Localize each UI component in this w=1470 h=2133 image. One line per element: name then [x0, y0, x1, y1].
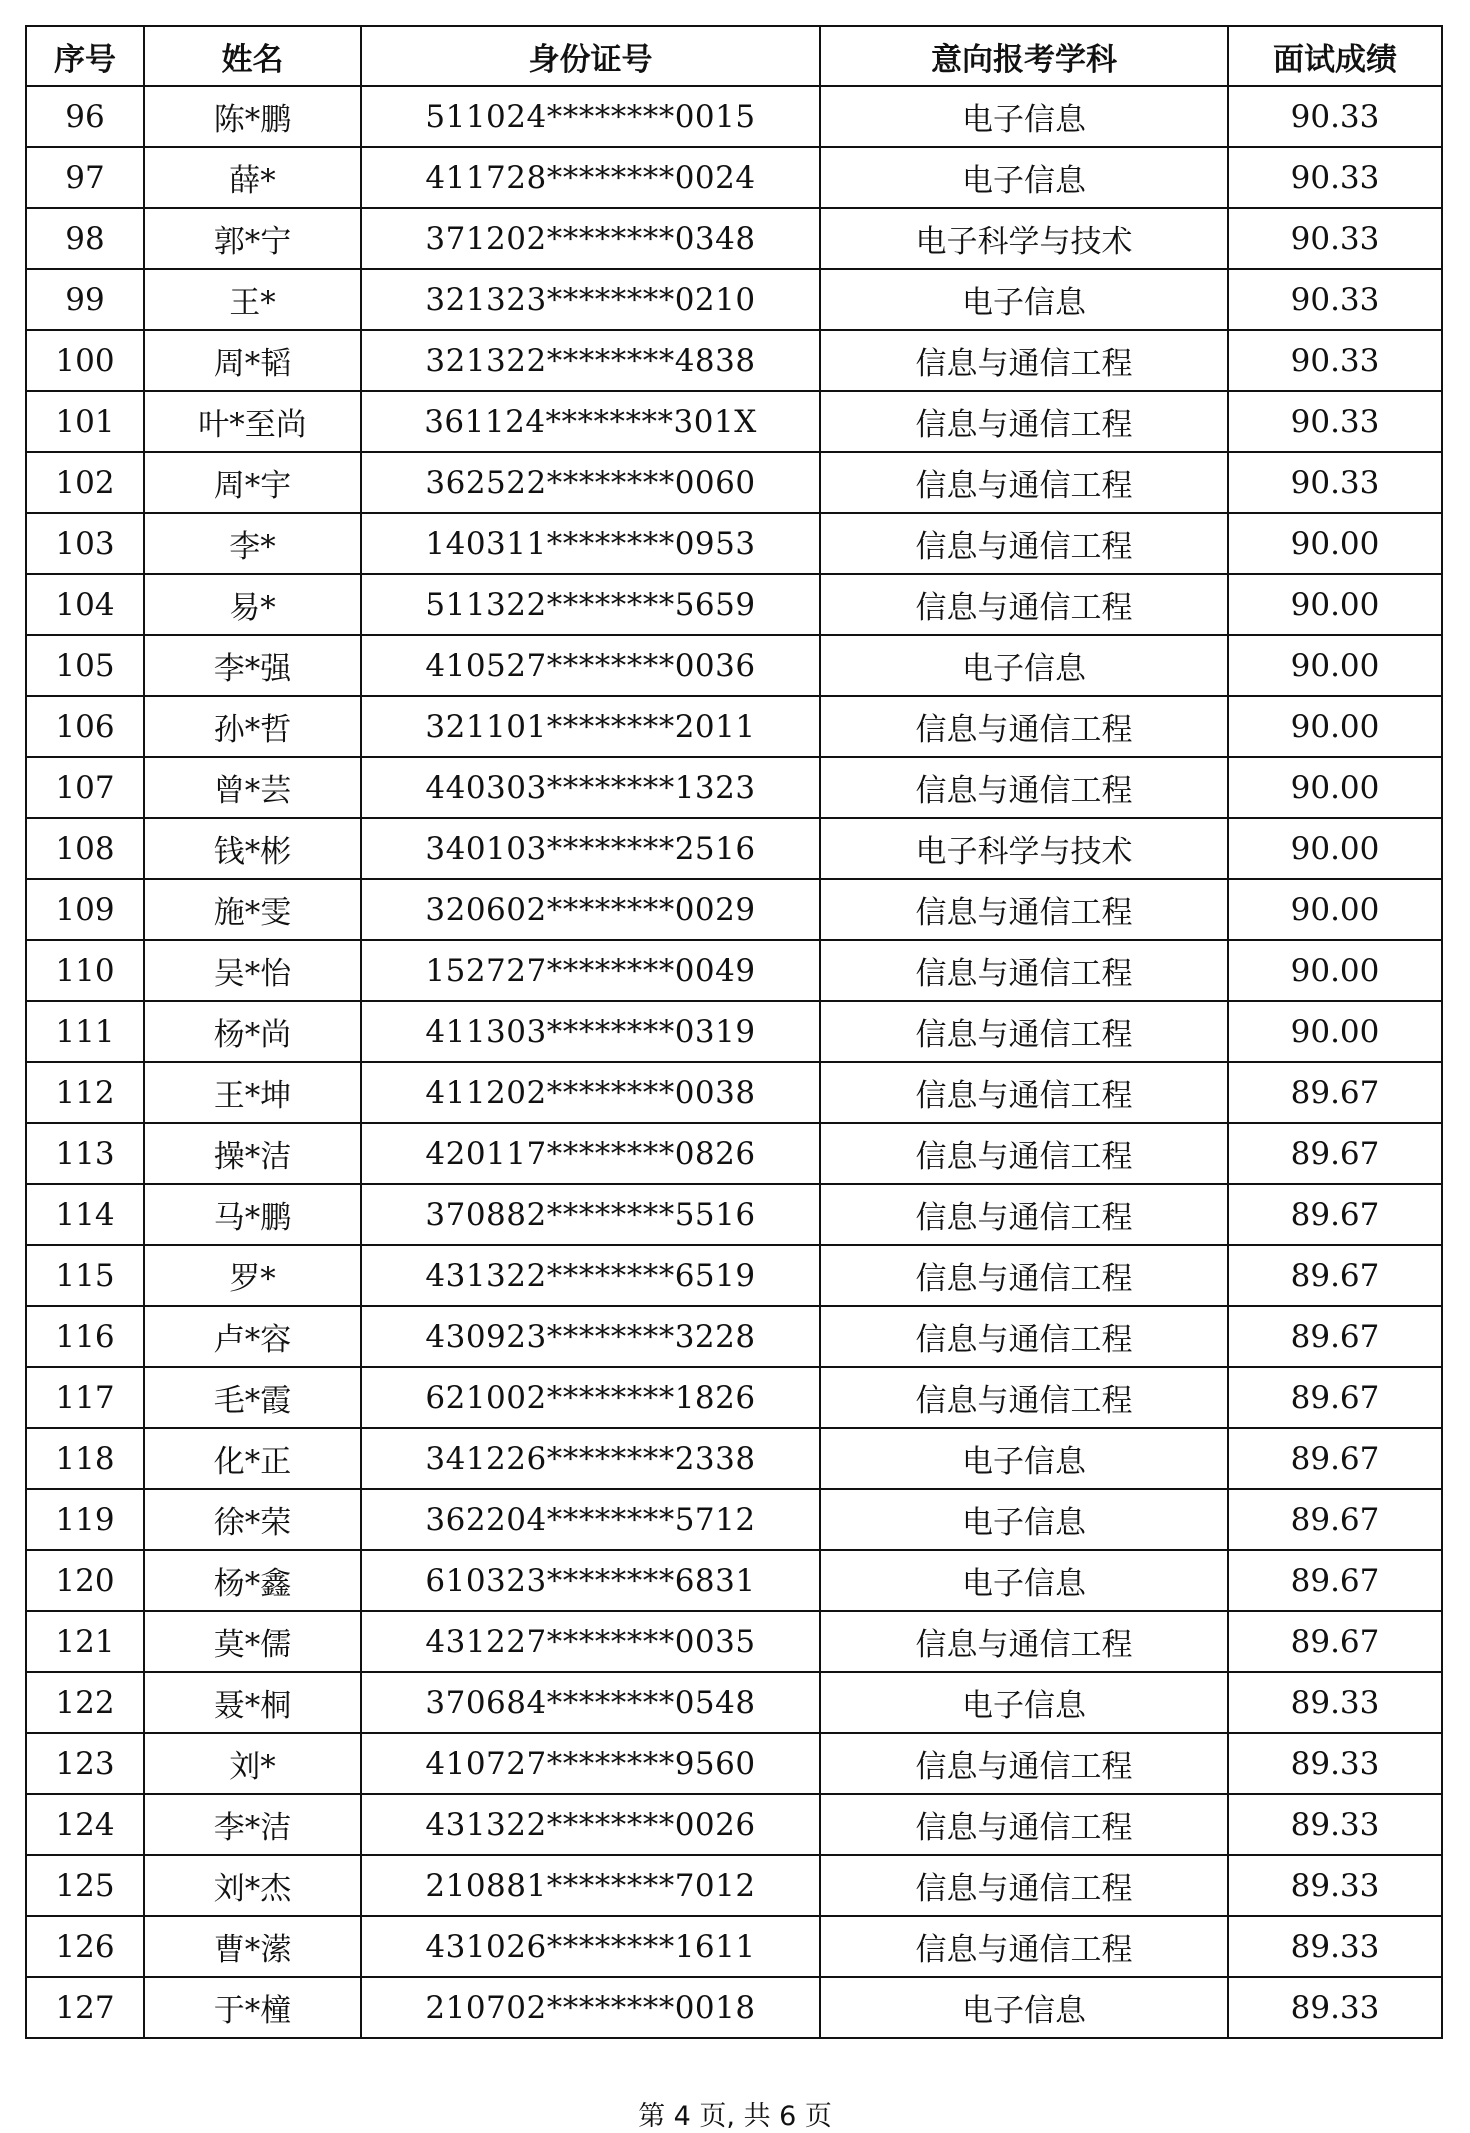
cell-subject: 电子信息 [820, 1489, 1228, 1550]
table-row [26, 1245, 1442, 1306]
cell-subject: 信息与通信工程 [820, 1367, 1228, 1428]
cell-name: 施*雯 [144, 879, 361, 940]
cell-subject: 电子信息 [820, 147, 1228, 208]
header-name: 姓名 [144, 26, 361, 86]
cell-subject: 信息与通信工程 [820, 1062, 1228, 1123]
table-row [26, 1550, 1442, 1611]
cell-seq: 102 [26, 452, 144, 513]
cell-id-number: 340103********2516 [361, 818, 820, 879]
cell-id-number: 411303********0319 [361, 1001, 820, 1062]
cell-seq: 111 [26, 1001, 144, 1062]
cell-name: 罗* [144, 1245, 361, 1306]
cell-id-number: 440303********1323 [361, 757, 820, 818]
table-row [26, 1001, 1442, 1062]
table-row [26, 940, 1442, 1001]
cell-id-number: 431322********6519 [361, 1245, 820, 1306]
cell-subject: 信息与通信工程 [820, 1306, 1228, 1367]
cell-name: 曹*潆 [144, 1916, 361, 1977]
cell-id-number: 431322********0026 [361, 1794, 820, 1855]
cell-score: 90.33 [1228, 330, 1442, 391]
cell-seq: 99 [26, 269, 144, 330]
cell-name: 李*强 [144, 635, 361, 696]
cell-id-number: 370684********0548 [361, 1672, 820, 1733]
table-row [26, 513, 1442, 574]
cell-seq: 117 [26, 1367, 144, 1428]
cell-score: 89.67 [1228, 1062, 1442, 1123]
table-row [26, 208, 1442, 269]
cell-seq: 120 [26, 1550, 144, 1611]
cell-seq: 104 [26, 574, 144, 635]
cell-subject: 电子信息 [820, 1672, 1228, 1733]
cell-seq: 115 [26, 1245, 144, 1306]
header-subject: 意向报考学科 [820, 26, 1228, 86]
cell-name: 刘*杰 [144, 1855, 361, 1916]
table-row [26, 1916, 1442, 1977]
cell-subject: 信息与通信工程 [820, 757, 1228, 818]
cell-name: 毛*霞 [144, 1367, 361, 1428]
cell-score: 90.00 [1228, 879, 1442, 940]
cell-name: 王*坤 [144, 1062, 361, 1123]
table-row [26, 1672, 1442, 1733]
table-row [26, 330, 1442, 391]
cell-seq: 110 [26, 940, 144, 1001]
cell-score: 90.00 [1228, 757, 1442, 818]
cell-name: 吴*怡 [144, 940, 361, 1001]
cell-subject: 信息与通信工程 [820, 1184, 1228, 1245]
cell-seq: 116 [26, 1306, 144, 1367]
table-row [26, 1306, 1442, 1367]
cell-id-number: 210881********7012 [361, 1855, 820, 1916]
cell-subject: 信息与通信工程 [820, 1855, 1228, 1916]
cell-seq: 122 [26, 1672, 144, 1733]
table-row [26, 1855, 1442, 1916]
cell-subject: 信息与通信工程 [820, 391, 1228, 452]
cell-subject: 电子信息 [820, 1550, 1228, 1611]
cell-subject: 信息与通信工程 [820, 879, 1228, 940]
cell-subject: 信息与通信工程 [820, 1794, 1228, 1855]
cell-id-number: 362204********5712 [361, 1489, 820, 1550]
cell-name: 马*鹏 [144, 1184, 361, 1245]
cell-id-number: 411202********0038 [361, 1062, 820, 1123]
cell-id-number: 370882********5516 [361, 1184, 820, 1245]
table-row [26, 879, 1442, 940]
cell-score: 89.33 [1228, 1672, 1442, 1733]
table-row [26, 391, 1442, 452]
cell-score: 89.33 [1228, 1977, 1442, 2038]
cell-seq: 100 [26, 330, 144, 391]
table-row [26, 696, 1442, 757]
cell-id-number: 140311********0953 [361, 513, 820, 574]
cell-score: 89.67 [1228, 1123, 1442, 1184]
cell-subject: 信息与通信工程 [820, 513, 1228, 574]
cell-score: 89.67 [1228, 1306, 1442, 1367]
cell-id-number: 610323********6831 [361, 1550, 820, 1611]
table-row [26, 1977, 1442, 2038]
cell-subject: 电子信息 [820, 269, 1228, 330]
cell-score: 90.33 [1228, 208, 1442, 269]
cell-name: 杨*尚 [144, 1001, 361, 1062]
cell-score: 90.33 [1228, 269, 1442, 330]
header-seq: 序号 [26, 26, 144, 86]
table-row [26, 1123, 1442, 1184]
cell-name: 操*洁 [144, 1123, 361, 1184]
cell-id-number: 431227********0035 [361, 1611, 820, 1672]
cell-name: 王* [144, 269, 361, 330]
cell-id-number: 152727********0049 [361, 940, 820, 1001]
table-row [26, 757, 1442, 818]
cell-seq: 103 [26, 513, 144, 574]
cell-subject: 信息与通信工程 [820, 1611, 1228, 1672]
cell-seq: 118 [26, 1428, 144, 1489]
table-row [26, 452, 1442, 513]
cell-score: 89.67 [1228, 1367, 1442, 1428]
cell-seq: 96 [26, 86, 144, 147]
table-row [26, 269, 1442, 330]
table-row [26, 574, 1442, 635]
cell-subject: 电子信息 [820, 86, 1228, 147]
cell-subject: 信息与通信工程 [820, 1916, 1228, 1977]
cell-score: 89.33 [1228, 1733, 1442, 1794]
cell-id-number: 210702********0018 [361, 1977, 820, 2038]
cell-subject: 信息与通信工程 [820, 1245, 1228, 1306]
cell-score: 90.00 [1228, 513, 1442, 574]
cell-score: 90.00 [1228, 635, 1442, 696]
cell-seq: 124 [26, 1794, 144, 1855]
cell-id-number: 321323********0210 [361, 269, 820, 330]
cell-subject: 信息与通信工程 [820, 1001, 1228, 1062]
cell-score: 90.33 [1228, 452, 1442, 513]
cell-seq: 125 [26, 1855, 144, 1916]
cell-name: 聂*桐 [144, 1672, 361, 1733]
cell-score: 89.67 [1228, 1550, 1442, 1611]
cell-subject: 电子信息 [820, 1977, 1228, 2038]
cell-id-number: 320602********0029 [361, 879, 820, 940]
table-row [26, 818, 1442, 879]
cell-seq: 126 [26, 1916, 144, 1977]
cell-id-number: 341226********2338 [361, 1428, 820, 1489]
cell-name: 刘* [144, 1733, 361, 1794]
cell-seq: 97 [26, 147, 144, 208]
cell-name: 徐*荣 [144, 1489, 361, 1550]
cell-seq: 114 [26, 1184, 144, 1245]
cell-name: 曾*芸 [144, 757, 361, 818]
cell-score: 90.33 [1228, 147, 1442, 208]
header-score: 面试成绩 [1228, 26, 1442, 86]
cell-name: 李*洁 [144, 1794, 361, 1855]
roster-sheet [25, 25, 1441, 2039]
cell-id-number: 321101********2011 [361, 696, 820, 757]
cell-id-number: 410727********9560 [361, 1733, 820, 1794]
cell-subject: 电子信息 [820, 635, 1228, 696]
table-row [26, 1184, 1442, 1245]
header-id-number: 身份证号 [361, 26, 820, 86]
cell-id-number: 511322********5659 [361, 574, 820, 635]
cell-subject: 信息与通信工程 [820, 574, 1228, 635]
cell-name: 孙*哲 [144, 696, 361, 757]
table-row [26, 86, 1442, 147]
cell-id-number: 362522********0060 [361, 452, 820, 513]
cell-seq: 98 [26, 208, 144, 269]
cell-name: 易* [144, 574, 361, 635]
cell-seq: 106 [26, 696, 144, 757]
cell-subject: 信息与通信工程 [820, 1123, 1228, 1184]
results-table [25, 25, 1443, 2039]
table-row [26, 1428, 1442, 1489]
cell-subject: 信息与通信工程 [820, 330, 1228, 391]
cell-id-number: 371202********0348 [361, 208, 820, 269]
cell-id-number: 621002********1826 [361, 1367, 820, 1428]
cell-name: 卢*容 [144, 1306, 361, 1367]
cell-score: 89.33 [1228, 1916, 1442, 1977]
table-row [26, 1367, 1442, 1428]
cell-name: 郭*宁 [144, 208, 361, 269]
cell-score: 90.00 [1228, 1001, 1442, 1062]
cell-seq: 105 [26, 635, 144, 696]
cell-seq: 127 [26, 1977, 144, 2038]
table-row [26, 147, 1442, 208]
cell-name: 薛* [144, 147, 361, 208]
table-body [26, 86, 1442, 2038]
cell-seq: 107 [26, 757, 144, 818]
cell-score: 89.67 [1228, 1489, 1442, 1550]
cell-id-number: 361124********301X [361, 391, 820, 452]
cell-id-number: 511024********0015 [361, 86, 820, 147]
table-row [26, 1733, 1442, 1794]
cell-score: 90.33 [1228, 86, 1442, 147]
cell-score: 89.67 [1228, 1611, 1442, 1672]
cell-seq: 113 [26, 1123, 144, 1184]
cell-id-number: 321322********4838 [361, 330, 820, 391]
table-row [26, 1611, 1442, 1672]
cell-id-number: 411728********0024 [361, 147, 820, 208]
cell-score: 89.33 [1228, 1855, 1442, 1916]
cell-id-number: 431026********1611 [361, 1916, 820, 1977]
cell-subject: 信息与通信工程 [820, 940, 1228, 1001]
cell-name: 杨*鑫 [144, 1550, 361, 1611]
cell-id-number: 430923********3228 [361, 1306, 820, 1367]
cell-score: 90.00 [1228, 818, 1442, 879]
page-footer: 第 4 页, 共 6 页 [638, 2101, 832, 2132]
cell-name: 于*橦 [144, 1977, 361, 2038]
table-header-row [26, 26, 1442, 86]
cell-name: 叶*至尚 [144, 391, 361, 452]
cell-score: 90.00 [1228, 940, 1442, 1001]
cell-score: 89.67 [1228, 1184, 1442, 1245]
cell-subject: 信息与通信工程 [820, 1733, 1228, 1794]
cell-subject: 电子科学与技术 [820, 208, 1228, 269]
cell-seq: 112 [26, 1062, 144, 1123]
cell-name: 周*韬 [144, 330, 361, 391]
cell-score: 90.33 [1228, 391, 1442, 452]
cell-subject: 电子科学与技术 [820, 818, 1228, 879]
cell-name: 陈*鹏 [144, 86, 361, 147]
cell-id-number: 420117********0826 [361, 1123, 820, 1184]
cell-score: 89.67 [1228, 1245, 1442, 1306]
table-row [26, 1794, 1442, 1855]
cell-score: 90.00 [1228, 574, 1442, 635]
cell-name: 化*正 [144, 1428, 361, 1489]
cell-seq: 123 [26, 1733, 144, 1794]
cell-subject: 信息与通信工程 [820, 696, 1228, 757]
cell-seq: 119 [26, 1489, 144, 1550]
cell-name: 钱*彬 [144, 818, 361, 879]
cell-subject: 电子信息 [820, 1428, 1228, 1489]
cell-name: 莫*儒 [144, 1611, 361, 1672]
cell-id-number: 410527********0036 [361, 635, 820, 696]
cell-seq: 121 [26, 1611, 144, 1672]
cell-name: 周*宇 [144, 452, 361, 513]
table-row [26, 635, 1442, 696]
cell-seq: 108 [26, 818, 144, 879]
table-row [26, 1062, 1442, 1123]
table-row [26, 1489, 1442, 1550]
cell-score: 90.00 [1228, 696, 1442, 757]
cell-subject: 信息与通信工程 [820, 452, 1228, 513]
cell-score: 89.33 [1228, 1794, 1442, 1855]
cell-name: 李* [144, 513, 361, 574]
cell-seq: 109 [26, 879, 144, 940]
cell-seq: 101 [26, 391, 144, 452]
cell-score: 89.67 [1228, 1428, 1442, 1489]
